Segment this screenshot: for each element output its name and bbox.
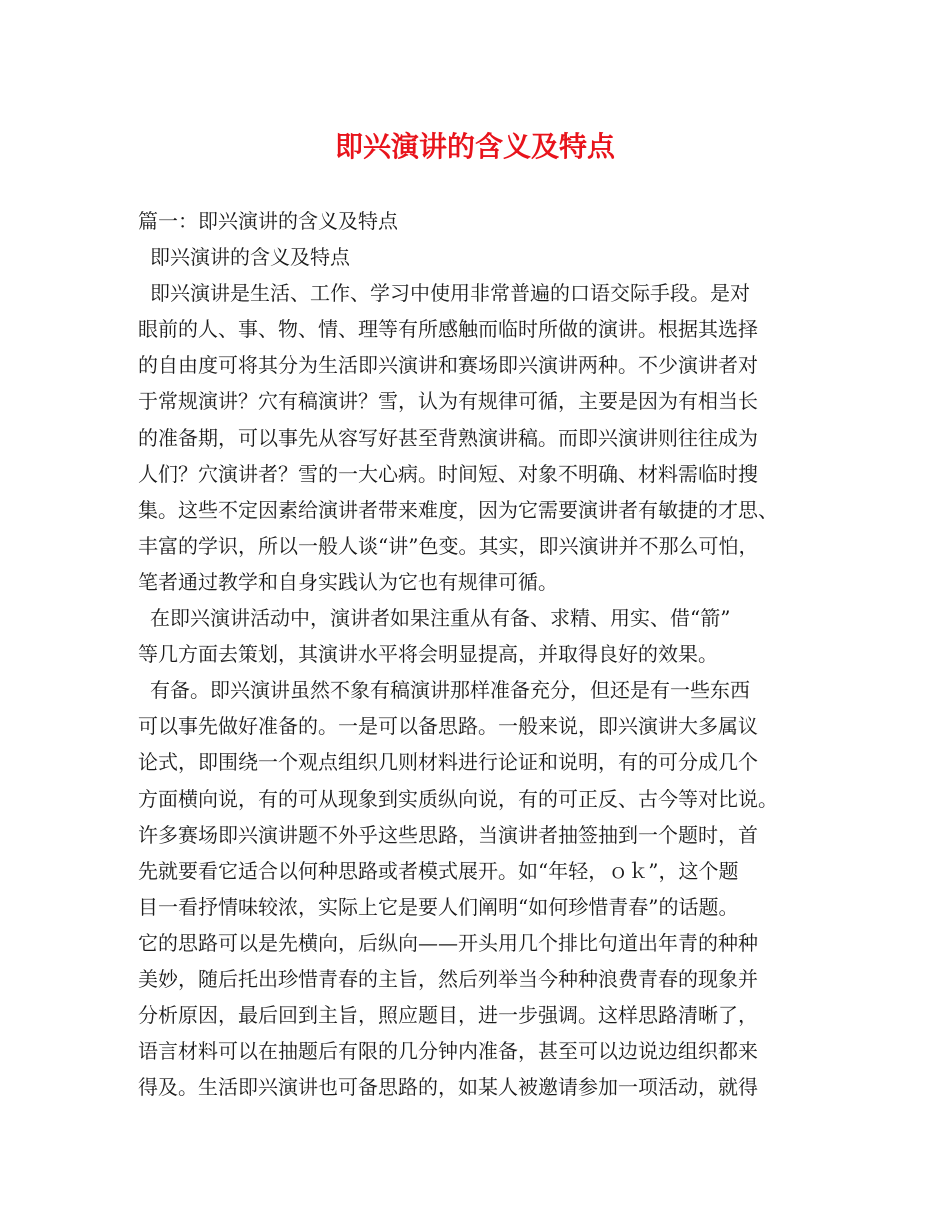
text-line: 分析原因，最后回到主旨，照应题目，进一步强调。这样思路清晰了， (138, 1003, 758, 1028)
text-line: 笔者通过教学和自身实践认为它也有规律可循。 (138, 569, 558, 594)
text-line: 人们？穴演讲者？雪的一大心病。时间短、对象不明确、材料需临时搜 (138, 461, 758, 486)
text-line: 它的思路可以是先横向，后纵向——开头用几个排比句道出年青的种种 (138, 930, 758, 955)
text-line: 论式，即围绕一个观点组织几则材料进行论证和说明，有的可分成几个 (138, 750, 758, 775)
document-body (138, 203, 828, 1105)
text-line: 得及。生活即兴演讲也可备思路的，如某人被邀请参加一项活动，就得 (138, 1075, 758, 1100)
text-line: 篇一：即兴演讲的含义及特点 (138, 209, 398, 233)
text-line: 有备。即兴演讲虽然不象有稿演讲那样准备充分，但还是有一些东西 (150, 678, 750, 703)
text-line: 的自由度可将其分为生活即兴演讲和赛场即兴演讲两种。不少演讲者对 (138, 353, 758, 378)
text-line: 语言材料可以在抽题后有限的几分钟内准备，甚至可以边说边组织都来 (138, 1039, 758, 1064)
text-line: 在即兴演讲活动中，演讲者如果注重从有备、求精、用实、借“箭” (150, 606, 731, 631)
text-line: 的准备期，可以事先从容写好甚至背熟演讲稿。而即兴演讲则往往成为 (138, 425, 758, 450)
text-line: 丰富的学识，所以一般人谈“讲”色变。其实，即兴演讲并不那么可怕， (138, 533, 759, 558)
text-line: 即兴演讲是生活、工作、学习中使用非常普遍的口语交际手段。是对 (150, 281, 750, 306)
text-line: 目一看抒情味较浓，实际上它是要人们阐明“如何珍惜青春”的话题。 (138, 894, 739, 919)
document-title: 即兴演讲的含义及特点 (334, 130, 615, 163)
text-line: 方面横向说，有的可从现象到实质纵向说，有的可正反、古今等对比说。 (138, 786, 778, 811)
text-line: 于常规演讲？穴有稿演讲？雪，认为有规律可循，主要是因为有相当长 (138, 389, 758, 414)
text-line: 可以事先做好准备的。一是可以备思路。一般来说，即兴演讲大多属议 (138, 714, 758, 739)
text-line: 美妙，随后托出珍惜青春的主旨，然后列举当今种种浪费青春的现象并 (138, 966, 758, 991)
text-line: 眼前的人、事、物、情、理等有所感触而临时所做的演讲。根据其选择 (138, 317, 758, 342)
text-line: 集。这些不定因素给演讲者带来难度，因为它需要演讲者有敏捷的才思、 (138, 497, 778, 522)
text-line: 即兴演讲的含义及特点 (150, 245, 350, 270)
text-line: 等几方面去策划，其演讲水平将会明显提高，并取得良好的效果。 (138, 642, 718, 667)
text-line: 先就要看它适合以何种思路或者模式展开。如“年轻，ｏｋ”，这个题 (138, 858, 739, 883)
text-line: 许多赛场即兴演讲题不外乎这些思路，当演讲者抽签抽到一个题时，首 (138, 822, 758, 847)
